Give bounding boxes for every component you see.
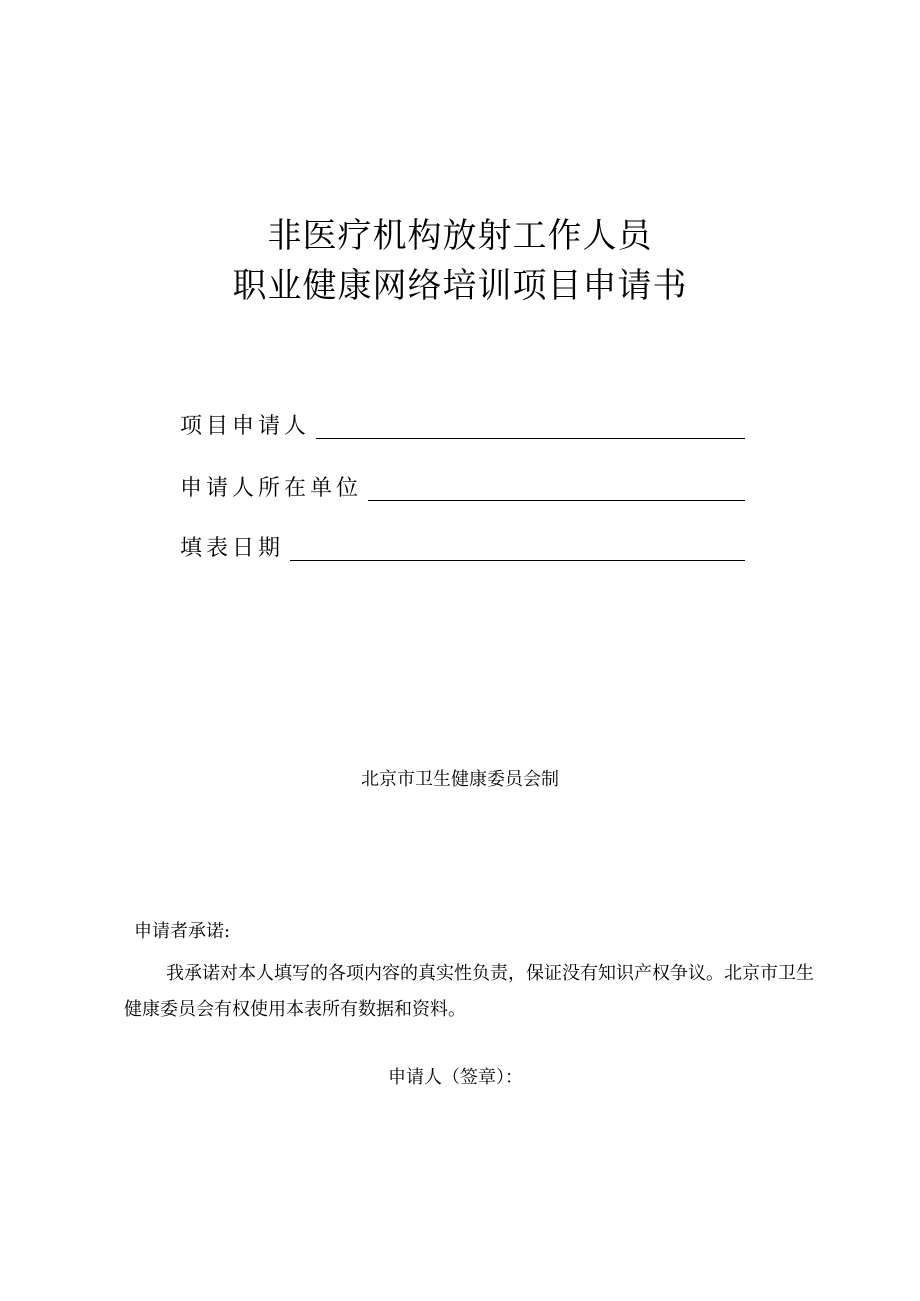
pledge-heading: 申请者承诺:: [134, 921, 231, 942]
applicant-input-line[interactable]: [316, 412, 745, 439]
applicant-label: 项目申请人: [180, 414, 311, 439]
document-title-line-2: 职业健康网络培训项目申请书: [232, 266, 688, 306]
fill-date-field: [180, 530, 745, 564]
signature-label: 申请人（签章）：: [388, 1067, 523, 1088]
applicant-organization-label: 申请人所在单位: [180, 476, 363, 501]
fill-date-label: 填表日期: [180, 536, 285, 561]
pledge-body: 我承诺对本人填写的各项内容的真实性负责，保证没有知识产权争议。北京市卫生健康委员会有权使用本表所有数据和资料。: [124, 963, 814, 1020]
fill-date-input-line[interactable]: [290, 534, 745, 561]
applicant-organization-input-line[interactable]: [368, 474, 745, 501]
document-title-line-1: 非医疗机构放射工作人员: [267, 216, 653, 256]
applicant-organization-field: [180, 470, 745, 504]
issuer-text: 北京市卫生健康委员会制: [361, 769, 559, 790]
applicant-field: [180, 408, 745, 442]
